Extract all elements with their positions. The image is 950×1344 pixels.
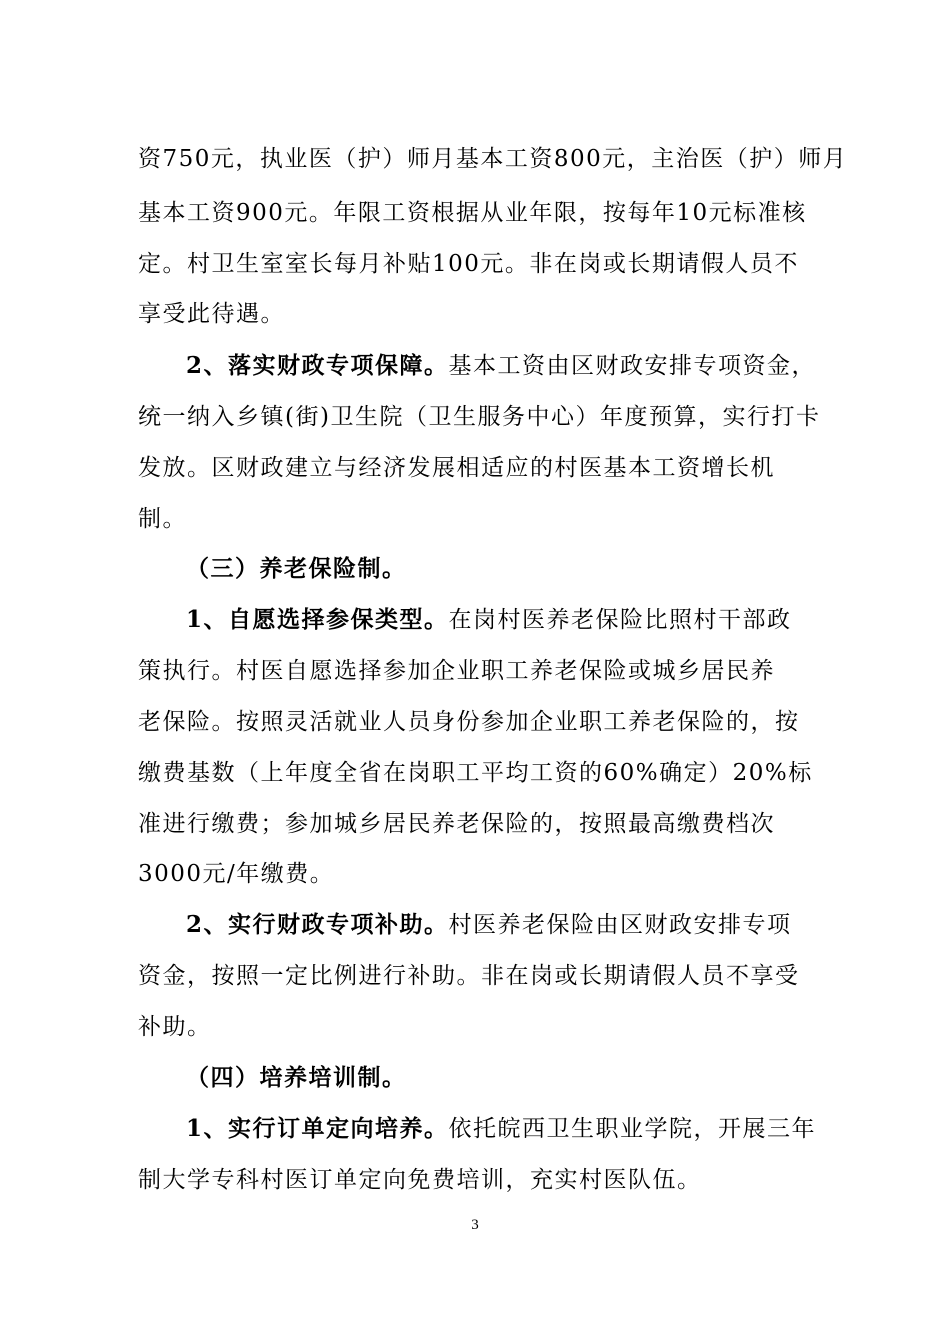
paragraph-line: 定。村卫生室室长每月补贴100元。非在岗或长期请假人员不 <box>138 251 799 277</box>
paragraph-text: 依托皖西卫生职业学院，开展三年 <box>448 1116 817 1142</box>
section-heading: （四）培养培训制。 <box>186 1064 407 1091</box>
paragraph-line: 资750元，执业医（护）师月基本工资800元，主治医（护）师月 <box>138 146 848 172</box>
paragraph-first-line <box>186 909 818 941</box>
paragraph-text: 在岗村医养老保险比照村干部政 <box>448 607 792 633</box>
paragraph-heading: 1、实行订单定向培养。 <box>186 1115 449 1142</box>
paragraph-line: 准进行缴费；参加城乡居民养老保险的，按照最高缴费档次 <box>138 811 775 837</box>
section-heading: （三）养老保险制。 <box>186 555 407 582</box>
paragraph-line: 老保险。按照灵活就业人员身份参加企业职工养老保险的，按 <box>138 709 800 735</box>
paragraph-text: 基本工资由区财政安排专项资金， <box>448 353 817 379</box>
page-number: 3 <box>471 1217 479 1233</box>
paragraph-line: 基本工资900元。年限工资根据从业年限，按每年10元标准核 <box>138 200 807 226</box>
paragraph-line: 缴费基数（上年度全省在岗职工平均工资的60%确定）20%标 <box>138 760 813 786</box>
paragraph-heading: 1、自愿选择参保类型。 <box>186 606 449 633</box>
paragraph-first-line <box>186 604 818 636</box>
paragraph-line: 策执行。村医自愿选择参加企业职工养老保险或城乡居民养 <box>138 658 775 684</box>
paragraph-text: 村医养老保险由区财政安排专项 <box>448 912 792 938</box>
paragraph-heading: 2、落实财政专项保障。 <box>186 352 449 379</box>
paragraph-line: 3000元/年缴费。 <box>138 861 335 887</box>
paragraph-line: 制。 <box>138 506 187 532</box>
paragraph-line: 补助。 <box>138 1014 212 1040</box>
paragraph-first-line <box>186 350 818 382</box>
paragraph-line: 资金，按照一定比例进行补助。非在岗或长期请假人员不享受 <box>138 963 800 989</box>
paragraph-line: 享受此待遇。 <box>138 301 285 327</box>
paragraph-line: 制大学专科村医订单定向免费培训，充实村医队伍。 <box>138 1167 702 1193</box>
paragraph-line: 统一纳入乡镇(街)卫生院（卫生服务中心）年度预算，实行打卡 <box>138 404 821 430</box>
paragraph-first-line <box>186 1113 818 1145</box>
paragraph-heading: 2、实行财政专项补助。 <box>186 911 449 938</box>
paragraph-line: 发放。区财政建立与经济发展相适应的村医基本工资增长机 <box>138 455 775 481</box>
